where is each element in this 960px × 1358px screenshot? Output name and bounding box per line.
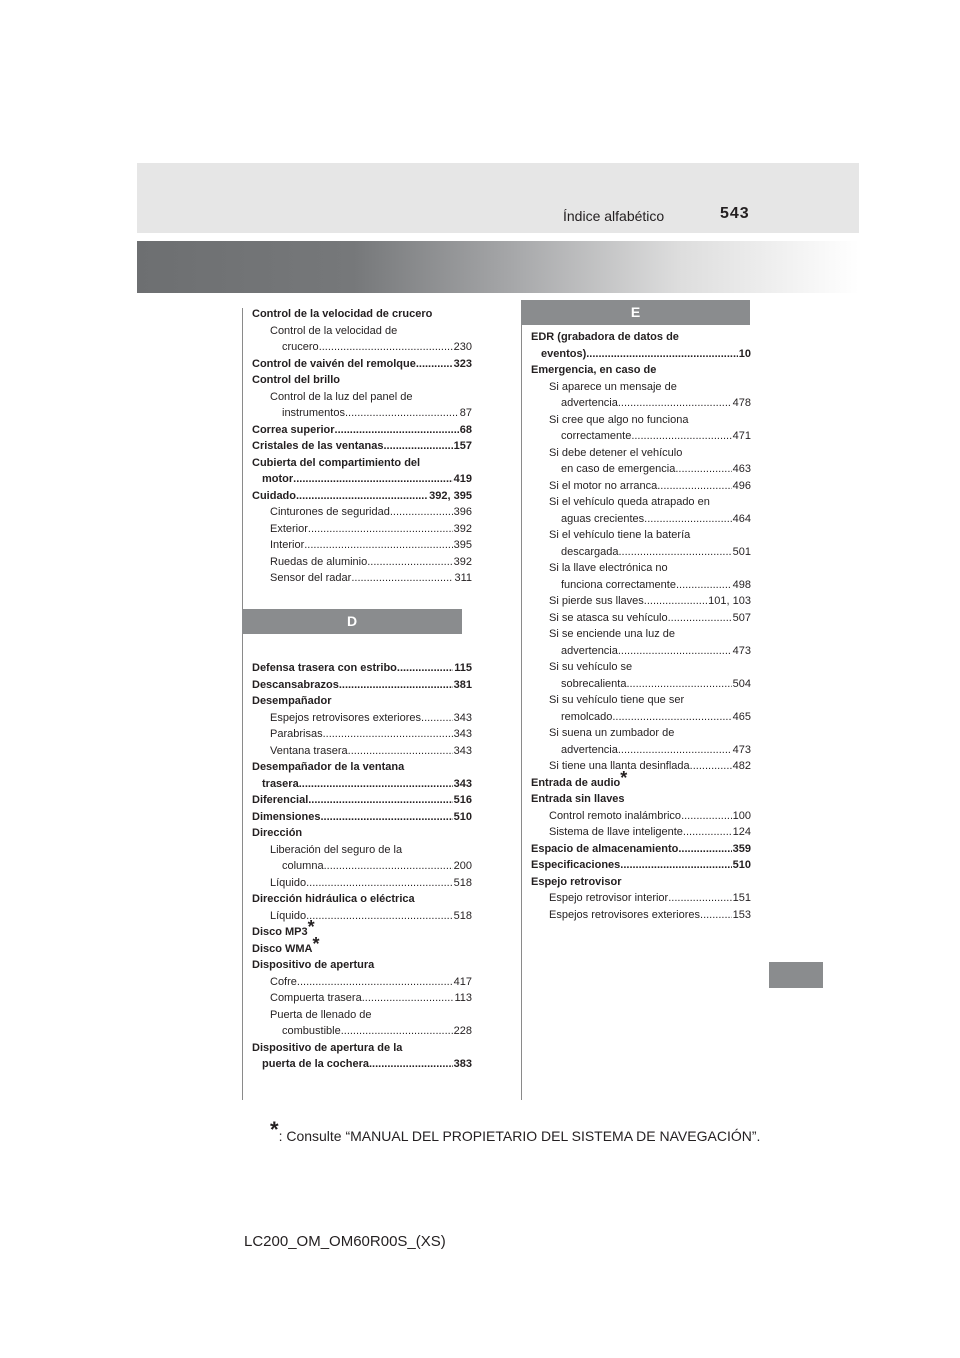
index-entry-page: 501 (732, 545, 751, 558)
index-entry-page: 392 (453, 522, 472, 535)
index-entry-text: Dispositivo de apertura de la (252, 1041, 403, 1054)
index-entry-page: 518 (453, 876, 472, 889)
index-entry-page: 10 (738, 347, 751, 360)
index-entry-text: Control remoto inalámbrico (549, 809, 682, 822)
index-entry-text: Si suena un zumbador de (549, 727, 675, 739)
index-entry (531, 511, 751, 528)
index-entry-text: Dimensiones (252, 810, 321, 823)
index-entry (531, 791, 751, 808)
index-entry (252, 1007, 472, 1024)
index-entry-page: 482 (732, 760, 751, 772)
dot-leader (383, 438, 452, 455)
index-entry-text: correctamente (561, 430, 632, 442)
index-entry-page: 68 (459, 423, 472, 436)
index-entry-page: 478 (732, 397, 751, 409)
index-entry (531, 461, 751, 478)
dot-leader (668, 610, 732, 627)
dot-leader (299, 776, 453, 793)
index-entry-text: Cinturones de seguridad (270, 506, 390, 518)
footnote-marker: * (312, 933, 320, 954)
index-entry-text: puerta de la cochera (262, 1058, 369, 1070)
index-entry (252, 554, 472, 571)
section-tab-d: D (242, 609, 462, 634)
index-entry-text: Desempañador (252, 695, 332, 707)
index-entry (531, 329, 751, 346)
index-entry-text: crucero (282, 341, 319, 353)
index-entry-text: Si se atasca su vehículo (549, 611, 668, 624)
index-entry-page: 115 (454, 662, 472, 674)
index-entry (531, 659, 751, 676)
index-entry-text: Puerta de llenado de (270, 1008, 372, 1021)
index-entry (252, 743, 472, 760)
index-entry-text: EDR (grabadora de datos de (531, 331, 679, 343)
index-entry (252, 570, 472, 587)
index-entry-text: Si la llave electrónica no (549, 562, 668, 574)
index-entry-page: 392, 395 (429, 489, 472, 502)
index-entry-text: Si pierde sus llaves (549, 595, 644, 607)
index-entry-text: advertencia (561, 743, 618, 756)
index-entry (531, 494, 751, 511)
index-entry-text: Líquido (270, 876, 307, 889)
index-entry (252, 710, 472, 727)
index-entry (531, 560, 751, 577)
index-entry-page: 343 (453, 728, 472, 740)
index-entry-page: 228 (453, 1025, 472, 1037)
index-entry-text: Si se enciende una luz de (549, 628, 675, 640)
index-column-e (531, 329, 751, 923)
index-entry-page: 343 (453, 711, 472, 724)
dot-leader (690, 758, 732, 775)
index-entry-text: Si debe detener el vehículo (549, 446, 683, 459)
index-entry-page: 323 (453, 357, 472, 370)
index-entry (252, 825, 472, 842)
index-entry (252, 990, 472, 1007)
side-thumb-tab (769, 962, 823, 988)
index-entry-text: Si su vehículo se (549, 661, 633, 673)
index-entry (252, 1040, 472, 1057)
dot-leader (618, 395, 732, 412)
index-entry-text: Cofre (270, 975, 297, 988)
index-entry-page: 395 (453, 539, 472, 551)
index-entry-page: 383 (453, 1058, 472, 1070)
index-entry (531, 767, 751, 792)
index-entry-text: Control de la luz del panel de (270, 390, 413, 403)
index-entry-text: Cristales de las ventanas (252, 440, 384, 452)
index-entry-page: 87 (459, 407, 472, 419)
index-entry (252, 537, 472, 554)
page-number: 543 (720, 205, 750, 222)
index-entry (252, 858, 472, 875)
index-entry (531, 808, 751, 825)
index-entry (531, 379, 751, 396)
index-entry-text: Especificaciones (531, 859, 621, 871)
index-entry-text: Disco MP3 (252, 926, 308, 938)
index-entry (252, 677, 472, 694)
index-entry-text: descargada (561, 545, 619, 558)
dot-leader (421, 710, 453, 727)
document-code: LC200_OM_OM60R00S_(XS) (244, 1233, 446, 1250)
index-entry-text: remolcado (561, 710, 613, 723)
dot-leader (397, 660, 453, 677)
index-entry-text: sobrecalienta (561, 677, 627, 690)
index-entry-text: Espacio de almacenamiento (531, 842, 679, 855)
index-entry-text: Espejo retrovisor interior (549, 892, 669, 904)
footnote-text: : Consulte “MANUAL DEL PROPIETARIO DEL SISTEMA DE NAVEGACIÓN”. (278, 1128, 761, 1144)
index-entry-page: 392 (453, 555, 472, 568)
dot-leader (678, 841, 731, 858)
column-rule-right (521, 308, 522, 1100)
dot-leader (296, 488, 428, 505)
index-entry-page: 419 (453, 473, 472, 485)
index-entry-text: advertencia (561, 397, 618, 409)
index-entry (531, 577, 751, 594)
index-entry-text: Si aparece un mensaje de (549, 380, 677, 393)
index-entry (252, 488, 472, 505)
index-entry-text: Desempañador de la ventana (252, 761, 405, 773)
index-entry (252, 372, 472, 389)
index-column-c (252, 306, 472, 587)
dot-leader (362, 990, 454, 1007)
index-entry-page: 113 (454, 992, 472, 1004)
section-tab-e: E (521, 300, 750, 325)
index-entry-text: combustible (282, 1025, 341, 1037)
index-entry-page: 473 (732, 743, 751, 756)
index-entry-text: Si el vehículo tiene la batería (549, 529, 691, 541)
dot-leader (351, 570, 453, 587)
dot-leader (644, 511, 731, 528)
footnote-marker: * (620, 767, 628, 788)
dot-leader (304, 537, 452, 554)
index-entry (531, 610, 751, 627)
index-entry (252, 842, 472, 859)
dot-leader (306, 908, 453, 925)
index-entry-text: Liberación del seguro de la (270, 843, 403, 856)
index-entry-page: 417 (453, 975, 472, 988)
index-entry-text: Defensa trasera con estribo (252, 662, 397, 674)
dot-leader (586, 346, 738, 363)
index-entry-text: Cuidado (252, 489, 296, 502)
dot-leader (308, 792, 452, 809)
index-entry (252, 1056, 472, 1073)
index-entry-page: 516 (453, 794, 472, 806)
index-entry (531, 742, 751, 759)
index-entry-text: Cubierta del compartimiento del (252, 456, 421, 469)
index-entry (252, 759, 472, 776)
index-entry (252, 405, 472, 422)
index-entry-page: 200 (453, 860, 472, 872)
index-entry (252, 726, 472, 743)
index-entry-page: 464 (732, 512, 751, 525)
header-band (137, 163, 859, 233)
index-entry (252, 356, 472, 373)
index-entry-text: Si tiene una llanta desinflada (549, 760, 690, 772)
index-entry-text: aguas crecientes (561, 512, 645, 525)
index-entry (531, 478, 751, 495)
index-entry (252, 455, 472, 472)
index-entry-text: Si el motor no arranca (549, 479, 658, 492)
index-entry (252, 908, 472, 925)
dot-leader (345, 405, 459, 422)
index-entry-text: instrumentos (282, 407, 345, 419)
index-entry-text: Control del brillo (252, 374, 340, 386)
decorative-gradient-bar (137, 241, 859, 293)
index-entry (252, 389, 472, 406)
index-entry-text: Sistema de llave inteligente (549, 826, 683, 838)
dot-leader (631, 428, 731, 445)
index-entry (531, 412, 751, 429)
index-entry (531, 362, 751, 379)
dot-leader (657, 478, 731, 495)
index-entry (531, 692, 751, 709)
index-entry (252, 933, 472, 958)
index-entry-page: 151 (732, 892, 751, 904)
index-entry (252, 504, 472, 521)
index-entry (252, 306, 472, 323)
index-entry-text: Parabrisas (270, 728, 323, 740)
index-entry (252, 521, 472, 538)
dot-leader (335, 422, 459, 439)
dot-leader (341, 1023, 453, 1040)
index-entry (531, 824, 751, 841)
index-entry (531, 395, 751, 412)
index-entry-page: 343 (453, 777, 472, 790)
column-rule-left (242, 308, 243, 1100)
index-entry-text: Compuerta trasera (270, 992, 362, 1004)
index-entry-page: 463 (732, 463, 751, 475)
dot-leader (618, 643, 732, 660)
dot-leader (297, 974, 453, 991)
index-entry (531, 874, 751, 891)
dot-leader (618, 742, 732, 759)
index-entry (531, 725, 751, 742)
index-entry (252, 917, 472, 941)
index-entry (531, 346, 751, 363)
index-entry-page: 230 (453, 341, 472, 353)
index-entry-text: Exterior (270, 522, 308, 535)
index-entry-text: eventos) (541, 347, 587, 360)
index-entry-page: 157 (453, 440, 472, 452)
index-entry-text: Dirección hidráulica o eléctrica (252, 893, 415, 905)
index-entry-text: Si el vehículo queda atrapado en (549, 496, 710, 508)
index-entry (252, 875, 472, 892)
index-entry-text: Dispositivo de apertura (252, 959, 375, 971)
index-entry-text: motor (262, 473, 294, 485)
index-column-d (252, 660, 472, 1073)
dot-leader (612, 709, 731, 726)
dot-leader (293, 471, 452, 488)
dot-leader (348, 743, 453, 760)
dot-leader (700, 907, 732, 924)
index-entry (252, 438, 472, 455)
index-entry-text: Control de la velocidad de (270, 324, 398, 337)
index-entry (252, 660, 472, 677)
index-entry-text: columna (282, 860, 324, 872)
index-entry-page: 101, 103 (708, 595, 751, 607)
index-entry (531, 758, 751, 775)
index-entry-text: Disco WMA (252, 942, 313, 955)
index-entry-text: Entrada sin llaves (531, 793, 625, 805)
index-entry-page: 496 (732, 479, 751, 492)
index-entry (531, 643, 751, 660)
index-entry-text: Ventana trasera (270, 744, 348, 757)
index-entry-text: Control de vaivén del remolque (252, 357, 416, 370)
index-entry (531, 907, 751, 924)
dot-leader (681, 808, 732, 825)
index-entry-page: 510 (732, 859, 751, 871)
index-entry-page: 510 (453, 810, 472, 823)
index-entry (252, 776, 472, 793)
index-entry-text: Espejo retrovisor (531, 875, 622, 888)
index-entry (531, 445, 751, 462)
index-entry (252, 693, 472, 710)
index-entry (252, 974, 472, 991)
index-entry (531, 676, 751, 693)
index-entry (252, 1023, 472, 1040)
index-entry-text: Diferencial (252, 794, 309, 806)
index-entry-page: 473 (732, 644, 751, 657)
index-entry-text: Correa superior (252, 423, 335, 436)
index-entry-text: advertencia (561, 644, 618, 657)
index-entry (252, 891, 472, 908)
dot-leader (324, 858, 453, 875)
index-entry-page: 504 (732, 677, 751, 690)
page-title: Índice alfabético (563, 208, 665, 224)
index-entry-text: Si cree que algo no funciona (549, 413, 689, 426)
dot-leader (306, 875, 453, 892)
index-entry-text: Descansabrazos (252, 678, 339, 691)
index-entry-text: Emergencia, en caso de (531, 364, 657, 376)
dot-leader (367, 554, 452, 571)
index-entry-page: 471 (732, 430, 751, 442)
index-entry-page: 465 (732, 710, 751, 723)
index-entry-text: Entrada de audio (531, 776, 621, 789)
index-entry-page: 343 (453, 744, 472, 757)
index-entry-page: 396 (453, 506, 472, 518)
dot-leader (339, 677, 453, 694)
index-entry-page: 359 (732, 842, 751, 855)
index-entry-page: 518 (453, 909, 472, 922)
index-entry (252, 339, 472, 356)
index-entry-text: Líquido (270, 909, 307, 922)
footnote-marker: * (307, 917, 315, 937)
dot-leader (620, 857, 731, 874)
index-entry-text: Control de la velocidad de crucero (252, 308, 433, 320)
index-entry (531, 544, 751, 561)
index-entry-text: Interior (270, 539, 305, 551)
index-entry-text: Dirección (252, 827, 303, 839)
index-entry (531, 428, 751, 445)
index-entry-text: en caso de emergencia (561, 463, 676, 475)
index-entry-text: Sensor del radar (270, 572, 352, 584)
index-entry (531, 841, 751, 858)
index-entry (531, 857, 751, 874)
index-entry (531, 890, 751, 907)
dot-leader (626, 676, 731, 693)
index-entry-text: Si su vehículo tiene que ser (549, 694, 685, 706)
index-entry-text: trasera (262, 777, 299, 790)
index-entry (531, 593, 751, 610)
dot-leader (308, 521, 453, 538)
dot-leader (675, 461, 731, 478)
dot-leader (683, 824, 732, 841)
index-entry-text: funciona correctamente (561, 578, 676, 591)
index-entry-text: Espejos retrovisores exteriores (270, 711, 422, 724)
index-entry-page: 498 (732, 578, 751, 591)
index-entry-page: 124 (732, 826, 751, 838)
index-entry (252, 471, 472, 488)
dot-leader (619, 544, 732, 561)
dot-leader (416, 356, 453, 373)
index-entry-page: 100 (732, 809, 751, 822)
index-entry-page: 311 (454, 572, 472, 584)
index-entry (531, 527, 751, 544)
dot-leader (320, 809, 452, 826)
footnote-star: * (270, 1117, 279, 1142)
index-entry-text: Ruedas de aluminio (270, 555, 368, 568)
index-entry (531, 626, 751, 643)
index-entry (252, 422, 472, 439)
dot-leader (319, 339, 453, 356)
index-entry-text: Espejos retrovisores exteriores (549, 908, 701, 921)
index-entry (252, 792, 472, 809)
index-entry (252, 323, 472, 340)
index-entry (531, 709, 751, 726)
index-entry-page: 507 (732, 611, 751, 624)
index-entry-page: 381 (453, 678, 472, 691)
dot-leader (644, 593, 707, 610)
index-entry-page: 153 (732, 908, 751, 921)
dot-leader (369, 1056, 453, 1073)
dot-leader (668, 890, 731, 907)
footnote (270, 1117, 761, 1144)
dot-leader (323, 726, 453, 743)
index-entry (252, 809, 472, 826)
dot-leader (390, 504, 453, 521)
index-entry (252, 957, 472, 974)
dot-leader (676, 577, 732, 594)
